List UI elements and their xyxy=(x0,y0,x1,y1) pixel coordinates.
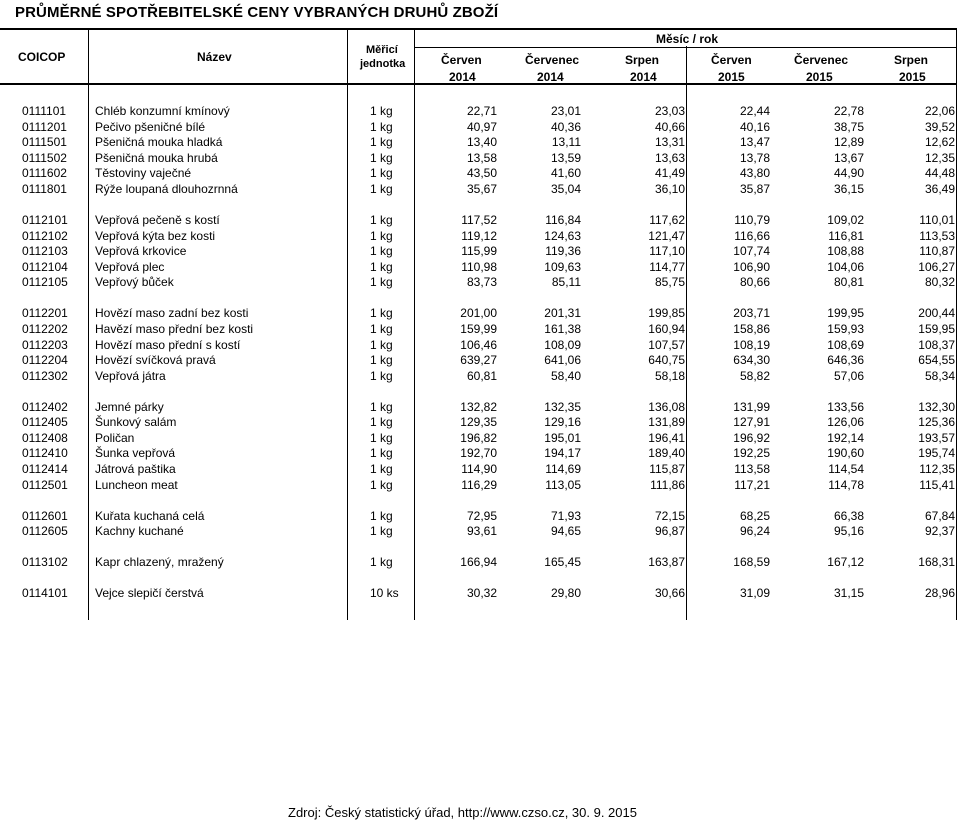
row-value: 12,62 xyxy=(924,135,955,150)
row-value: 201,00 xyxy=(460,306,497,321)
row-name: Šunkový salám xyxy=(95,415,177,430)
row-value: 71,93 xyxy=(550,508,581,523)
row-unit: 1 kg xyxy=(370,181,393,196)
row-value: 67,84 xyxy=(924,508,955,523)
row-value: 31,15 xyxy=(833,586,864,601)
row-value: 80,32 xyxy=(924,275,955,290)
row-value: 190,60 xyxy=(827,446,864,461)
row-value: 168,31 xyxy=(918,555,955,570)
row-name: Těstoviny vaječné xyxy=(95,166,192,181)
row-value: 167,12 xyxy=(827,555,864,570)
row-name: Vepřová krkovice xyxy=(95,244,187,259)
row-value: 41,49 xyxy=(654,166,685,181)
table-row xyxy=(0,524,960,540)
table-row xyxy=(0,120,960,136)
row-value: 159,95 xyxy=(918,321,955,336)
header-month-2: Červenec xyxy=(525,53,580,67)
row-name: Hovězí maso zadní bez kosti xyxy=(95,306,249,321)
header-year-2: 2014 xyxy=(537,70,564,84)
row-value: 634,30 xyxy=(733,353,770,368)
row-value: 133,56 xyxy=(827,399,864,414)
row-unit: 1 kg xyxy=(370,446,393,461)
row-value: 108,37 xyxy=(918,337,955,352)
row-value: 29,80 xyxy=(550,586,581,601)
row-code: 0112203 xyxy=(22,337,68,352)
row-value: 117,10 xyxy=(649,244,685,259)
row-name: Vepřová játra xyxy=(95,368,166,383)
row-unit: 1 kg xyxy=(370,306,393,321)
row-value: 109,02 xyxy=(827,212,864,227)
row-value: 22,06 xyxy=(924,104,955,118)
row-name: Rýže loupaná dlouhozrnná xyxy=(95,181,238,196)
row-unit: 1 kg xyxy=(370,212,393,227)
table-row xyxy=(0,338,960,354)
row-value: 44,90 xyxy=(833,166,864,181)
row-value: 121,47 xyxy=(648,228,685,243)
row-code: 0112202 xyxy=(22,321,68,336)
row-code: 0112402 xyxy=(22,399,68,414)
row-value: 93,61 xyxy=(466,524,497,539)
row-value: 113,58 xyxy=(734,462,770,477)
table-body xyxy=(0,104,960,602)
row-value: 44,48 xyxy=(924,166,955,181)
row-value: 114,90 xyxy=(461,462,497,477)
row-value: 203,71 xyxy=(733,306,770,321)
table-row xyxy=(0,369,960,385)
row-value: 40,66 xyxy=(654,119,685,134)
row-value: 108,09 xyxy=(544,337,581,352)
row-value: 36,10 xyxy=(654,181,685,196)
row-value: 43,50 xyxy=(466,166,497,181)
row-unit: 1 kg xyxy=(370,119,393,134)
row-name: Játrová paštika xyxy=(95,462,176,477)
row-code: 0111602 xyxy=(22,166,67,181)
row-value: 80,81 xyxy=(833,275,864,290)
row-unit: 1 kg xyxy=(370,337,393,352)
row-value: 85,75 xyxy=(654,275,685,290)
row-value: 129,16 xyxy=(544,415,581,430)
row-name: Šunka vepřová xyxy=(95,446,176,461)
row-code: 0112302 xyxy=(22,368,68,383)
header-year-5: 2015 xyxy=(806,70,833,84)
row-value: 13,67 xyxy=(833,150,864,165)
row-value: 96,24 xyxy=(739,524,770,539)
row-name: Pečivo pšeničné bílé xyxy=(95,119,206,134)
row-value: 132,35 xyxy=(544,399,581,414)
row-value: 107,57 xyxy=(648,337,685,352)
row-value: 196,82 xyxy=(460,430,497,445)
table-row xyxy=(0,166,960,182)
table-row xyxy=(0,555,960,571)
row-value: 158,86 xyxy=(733,321,770,336)
row-code: 0112204 xyxy=(22,353,68,368)
row-value: 112,35 xyxy=(919,462,955,477)
table-row xyxy=(0,151,960,167)
row-value: 165,45 xyxy=(544,555,581,570)
row-code: 0112408 xyxy=(22,430,68,445)
row-name: Kapr chlazený, mražený xyxy=(95,555,224,570)
row-value: 114,78 xyxy=(828,477,864,492)
row-value: 28,96 xyxy=(924,586,955,601)
header-name: Název xyxy=(197,50,232,64)
row-value: 96,87 xyxy=(654,524,685,539)
row-value: 199,95 xyxy=(827,306,864,321)
row-unit: 1 kg xyxy=(370,135,393,150)
row-code: 0112410 xyxy=(22,446,68,461)
row-value: 109,63 xyxy=(544,259,581,274)
table-row xyxy=(0,135,960,151)
table-row xyxy=(0,586,960,602)
row-value: 107,74 xyxy=(733,244,770,259)
table-row xyxy=(0,213,960,229)
header-month-6: Srpen xyxy=(894,53,929,67)
row-unit: 1 kg xyxy=(370,477,393,492)
header-year-4: 2015 xyxy=(718,70,745,84)
row-value: 119,12 xyxy=(461,228,497,243)
row-value: 92,37 xyxy=(924,524,955,539)
row-value: 22,78 xyxy=(833,104,864,118)
row-unit: 10 ks xyxy=(370,586,399,601)
row-name: Jemné párky xyxy=(95,399,164,414)
row-code: 0112103 xyxy=(22,244,68,259)
header-month-4: Červen xyxy=(711,53,752,67)
row-value: 72,15 xyxy=(654,508,685,523)
row-value: 41,60 xyxy=(550,166,581,181)
row-value: 129,35 xyxy=(460,415,497,430)
row-value: 119,36 xyxy=(545,244,581,259)
row-value: 639,27 xyxy=(460,353,497,368)
row-value: 115,99 xyxy=(461,244,497,259)
row-value: 132,82 xyxy=(460,399,497,414)
row-name: Vepřová plec xyxy=(95,259,165,274)
row-value: 13,40 xyxy=(466,135,497,150)
row-value: 106,46 xyxy=(460,337,497,352)
row-value: 168,59 xyxy=(733,555,770,570)
row-value: 195,74 xyxy=(918,446,955,461)
row-code: 0114101 xyxy=(22,586,68,601)
row-value: 23,03 xyxy=(654,104,685,118)
table-row xyxy=(0,104,960,120)
row-name: Vepřový bůček xyxy=(95,275,174,290)
row-value: 110,87 xyxy=(919,244,955,259)
row-value: 641,06 xyxy=(544,353,581,368)
header-unit-line1: Měřicí xyxy=(366,44,398,56)
row-value: 12,89 xyxy=(833,135,864,150)
row-value: 115,41 xyxy=(919,477,955,492)
row-value: 39,52 xyxy=(924,119,955,134)
row-code: 0112102 xyxy=(22,228,68,243)
row-code: 0111502 xyxy=(22,150,67,165)
row-value: 31,09 xyxy=(739,586,770,601)
row-value: 113,53 xyxy=(919,228,955,243)
row-value: 40,36 xyxy=(550,119,581,134)
table-row xyxy=(0,446,960,462)
row-value: 201,31 xyxy=(544,306,581,321)
row-value: 166,94 xyxy=(460,555,497,570)
row-value: 159,93 xyxy=(827,321,864,336)
row-value: 13,11 xyxy=(551,135,581,150)
row-code: 0111201 xyxy=(22,119,67,134)
row-value: 22,71 xyxy=(466,104,497,118)
row-value: 124,63 xyxy=(544,228,581,243)
row-name: Hovězí svíčková pravá xyxy=(95,353,216,368)
row-value: 116,81 xyxy=(828,228,864,243)
row-value: 58,40 xyxy=(550,368,581,383)
row-code: 0111501 xyxy=(22,135,67,150)
row-value: 113,05 xyxy=(545,477,581,492)
table-row xyxy=(0,275,960,291)
table-row xyxy=(0,431,960,447)
row-unit: 1 kg xyxy=(370,524,393,539)
row-name: Vepřová kýta bez kosti xyxy=(95,228,216,243)
row-value: 132,30 xyxy=(918,399,955,414)
table-row xyxy=(0,260,960,276)
row-unit: 1 kg xyxy=(370,399,393,414)
row-unit: 1 kg xyxy=(370,368,393,383)
row-value: 43,80 xyxy=(739,166,770,181)
row-unit: 1 kg xyxy=(370,275,393,290)
row-value: 116,66 xyxy=(734,228,770,243)
row-code: 0112601 xyxy=(22,508,68,523)
row-code: 0112105 xyxy=(22,275,68,290)
table-row xyxy=(0,400,960,416)
row-value: 110,01 xyxy=(919,212,955,227)
row-value: 192,70 xyxy=(460,446,497,461)
row-value: 110,79 xyxy=(734,212,770,227)
row-value: 13,47 xyxy=(739,135,770,150)
row-value: 13,58 xyxy=(466,150,497,165)
row-code: 0112104 xyxy=(22,259,68,274)
row-value: 114,54 xyxy=(828,462,864,477)
header-month-5: Červenec xyxy=(794,53,849,67)
row-value: 95,16 xyxy=(833,524,864,539)
row-value: 163,87 xyxy=(648,555,685,570)
row-value: 104,06 xyxy=(827,259,864,274)
row-unit: 1 kg xyxy=(370,462,393,477)
row-name: Pšeničná mouka hladká xyxy=(95,135,223,150)
row-value: 125,36 xyxy=(918,415,955,430)
row-value: 36,15 xyxy=(833,181,864,196)
row-value: 85,11 xyxy=(551,275,581,290)
row-unit: 1 kg xyxy=(370,259,393,274)
row-unit: 1 kg xyxy=(370,228,393,243)
row-value: 108,19 xyxy=(733,337,770,352)
row-value: 108,69 xyxy=(827,337,864,352)
row-value: 159,99 xyxy=(460,321,497,336)
row-code: 0112605 xyxy=(22,524,68,539)
row-value: 199,85 xyxy=(648,306,685,321)
table-row xyxy=(0,478,960,494)
table-row xyxy=(0,322,960,338)
row-unit: 1 kg xyxy=(370,166,393,181)
row-value: 38,75 xyxy=(833,119,864,134)
table-row xyxy=(0,415,960,431)
row-value: 131,89 xyxy=(648,415,685,430)
row-value: 161,38 xyxy=(544,321,581,336)
row-value: 83,73 xyxy=(466,275,497,290)
row-value: 60,81 xyxy=(466,368,497,383)
row-code: 0112201 xyxy=(22,306,68,321)
row-value: 58,82 xyxy=(739,368,770,383)
row-value: 126,06 xyxy=(827,415,864,430)
row-value: 654,55 xyxy=(918,353,955,368)
row-name: Vepřová pečeně s kostí xyxy=(95,212,220,227)
row-name: Pšeničná mouka hrubá xyxy=(95,150,218,165)
row-value: 160,94 xyxy=(648,321,685,336)
table-row xyxy=(0,462,960,478)
row-unit: 1 kg xyxy=(370,353,393,368)
row-value: 58,18 xyxy=(654,368,685,383)
row-value: 116,29 xyxy=(461,477,497,492)
row-name: Poličan xyxy=(95,430,135,445)
row-value: 22,44 xyxy=(739,104,770,118)
row-unit: 1 kg xyxy=(370,244,393,259)
source-note: Zdroj: Český statistický úřad, http://www.czso.cz, 30. 9. 2015 xyxy=(288,805,637,820)
row-value: 35,87 xyxy=(739,181,770,196)
row-value: 12,35 xyxy=(924,150,955,165)
row-unit: 1 kg xyxy=(370,415,393,430)
row-name: Havězí maso přední bez kosti xyxy=(95,321,254,336)
row-value: 30,66 xyxy=(654,586,685,601)
header-month-1: Červen xyxy=(441,53,482,67)
row-code: 0112414 xyxy=(22,462,68,477)
table-row xyxy=(0,229,960,245)
row-value: 35,67 xyxy=(466,181,497,196)
table-header xyxy=(0,28,957,85)
table-row xyxy=(0,509,960,525)
row-unit: 1 kg xyxy=(370,508,393,523)
row-value: 58,34 xyxy=(924,368,955,383)
row-value: 200,44 xyxy=(918,306,955,321)
table-row xyxy=(0,182,960,198)
row-value: 640,75 xyxy=(648,353,685,368)
row-value: 195,01 xyxy=(544,430,581,445)
row-code: 0112101 xyxy=(22,212,68,227)
header-year-1: 2014 xyxy=(449,70,476,84)
row-value: 192,25 xyxy=(733,446,770,461)
row-unit: 1 kg xyxy=(370,430,393,445)
header-coicop: COICOP xyxy=(18,50,66,64)
row-value: 196,41 xyxy=(648,430,685,445)
row-value: 189,40 xyxy=(648,446,685,461)
row-value: 111,86 xyxy=(650,477,685,492)
row-code: 0111801 xyxy=(22,181,67,196)
row-value: 68,25 xyxy=(739,508,770,523)
header-unit-line2: jednotka xyxy=(360,58,406,70)
row-value: 117,62 xyxy=(649,212,685,227)
row-code: 0111101 xyxy=(22,104,67,118)
row-value: 108,88 xyxy=(827,244,864,259)
row-value: 115,87 xyxy=(649,462,685,477)
row-value: 40,97 xyxy=(466,119,497,134)
row-value: 136,08 xyxy=(648,399,685,414)
row-value: 35,04 xyxy=(550,181,581,196)
header-month-3: Srpen xyxy=(625,53,660,67)
row-value: 127,91 xyxy=(733,415,770,430)
row-value: 196,92 xyxy=(733,430,770,445)
row-value: 23,01 xyxy=(550,104,581,118)
header-year-6: 2015 xyxy=(899,70,926,84)
row-value: 106,27 xyxy=(918,259,955,274)
row-value: 106,90 xyxy=(733,259,770,274)
row-value: 114,77 xyxy=(649,259,685,274)
row-code: 0112405 xyxy=(22,415,68,430)
row-value: 13,78 xyxy=(739,150,770,165)
row-value: 57,06 xyxy=(833,368,864,383)
row-value: 110,98 xyxy=(461,259,497,274)
row-value: 131,99 xyxy=(733,399,770,414)
row-value: 30,32 xyxy=(466,586,497,601)
row-code: 0112501 xyxy=(22,477,68,492)
row-value: 116,84 xyxy=(545,212,581,227)
row-code: 0113102 xyxy=(22,555,68,570)
row-value: 117,21 xyxy=(734,477,770,492)
row-value: 13,59 xyxy=(550,150,581,165)
row-value: 13,31 xyxy=(654,135,685,150)
row-value: 36,49 xyxy=(924,181,955,196)
row-value: 72,95 xyxy=(466,508,497,523)
row-name: Chléb konzumní kmínový xyxy=(95,104,230,118)
row-value: 117,52 xyxy=(461,212,497,227)
row-value: 94,65 xyxy=(550,524,581,539)
row-value: 114,69 xyxy=(545,462,581,477)
table-row xyxy=(0,306,960,322)
row-unit: 1 kg xyxy=(370,321,393,336)
row-unit: 1 kg xyxy=(370,150,393,165)
page-title: PRŮMĚRNÉ SPOTŘEBITELSKÉ CENY VYBRANÝCH DRUHŮ ZBOŽÍ xyxy=(15,4,499,21)
row-value: 66,38 xyxy=(833,508,864,523)
header-year-3: 2014 xyxy=(630,70,657,84)
row-unit: 1 kg xyxy=(370,555,393,570)
row-name: Kachny kuchané xyxy=(95,524,184,539)
row-value: 193,57 xyxy=(918,430,955,445)
row-name: Kuřata kuchaná celá xyxy=(95,508,205,523)
row-value: 192,14 xyxy=(827,430,864,445)
row-value: 40,16 xyxy=(739,119,770,134)
row-value: 13,63 xyxy=(654,150,685,165)
row-unit: 1 kg xyxy=(370,104,393,118)
row-value: 646,36 xyxy=(827,353,864,368)
row-name: Hovězí maso přední s kostí xyxy=(95,337,241,352)
row-name: Luncheon meat xyxy=(95,477,178,492)
table-row xyxy=(0,244,960,260)
row-value: 194,17 xyxy=(544,446,581,461)
row-value: 80,66 xyxy=(739,275,770,290)
table-row xyxy=(0,353,960,369)
header-period: Měsíc / rok xyxy=(656,32,719,46)
row-name: Vejce slepičí čerstvá xyxy=(95,586,204,601)
